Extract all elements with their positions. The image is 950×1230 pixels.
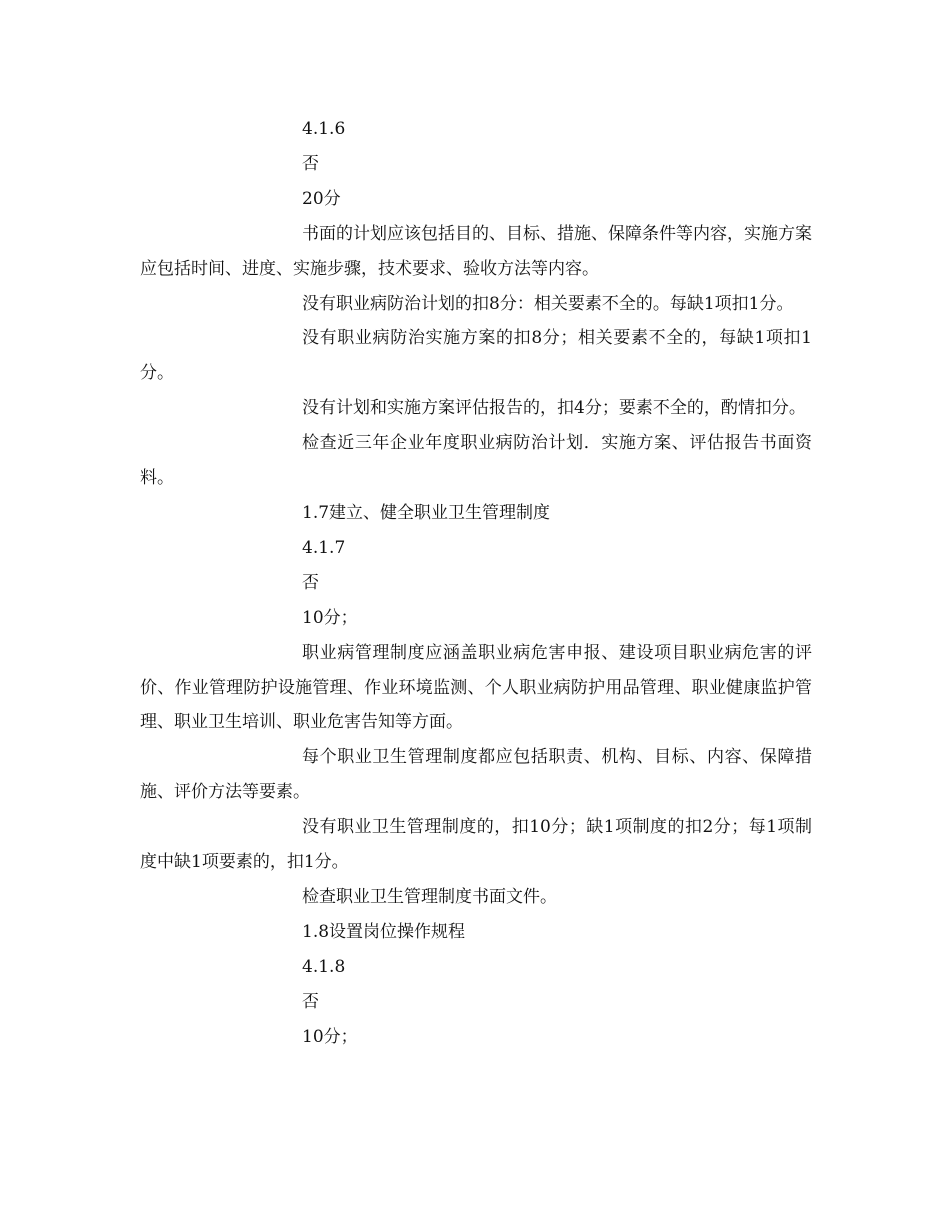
item-number: 4.1.6	[302, 119, 346, 139]
section-heading: 1.7建立、健全职业卫生管理制度	[302, 502, 551, 523]
requirement-text: 书面的计划应该包括目的、目标、措施、保障条件等内容，实施方案应包括时间、进度、实施步骤，技术要求、验收方法等内容。	[140, 223, 812, 279]
deduction-rule: 没有职业卫生管理制度的，扣10分；缺1项制度的扣2分；每1项制度中缺1项要素的，扣1分。	[140, 817, 812, 873]
score: 10分；	[302, 1026, 358, 1047]
veto-flag: 否	[302, 153, 319, 174]
deduction-rule: 没有计划和实施方案评估报告的，扣4分；要素不全的，酌情扣分。	[302, 398, 806, 419]
inspection-method: 检查近三年企业年度职业病防治计划．实施方案、评估报告书面资料。	[140, 433, 812, 489]
score: 10分；	[302, 607, 358, 628]
deduction-rule: 没有职业病防治计划的扣8分：相关要素不全的。每缺1项扣1分。	[302, 293, 794, 314]
deduction-rule: 没有职业病防治实施方案的扣8分；相关要素不全的，每缺1项扣1分。	[140, 328, 812, 384]
requirement-text: 职业病管理制度应涵盖职业病危害申报、建设项目职业病危害的评价、作业管理防护设施管理、作业环境监测、个人职业病防护用品管理、职业健康监护管理、职业卫生培训、职业危害告知等方面。	[140, 642, 812, 733]
veto-flag: 否	[302, 991, 319, 1012]
section-heading: 1.8设置岗位操作规程	[302, 921, 466, 942]
item-number: 4.1.7	[302, 537, 346, 558]
item-number: 4.1.8	[302, 956, 346, 977]
inspection-method: 检查职业卫生管理制度书面文件。	[302, 886, 557, 907]
veto-flag: 否	[302, 572, 319, 593]
document-body	[140, 112, 812, 1054]
requirement-text: 每个职业卫生管理制度都应包括职责、机构、目标、内容、保障措施、评价方法等要素。	[140, 747, 812, 803]
score: 20分	[302, 188, 341, 209]
